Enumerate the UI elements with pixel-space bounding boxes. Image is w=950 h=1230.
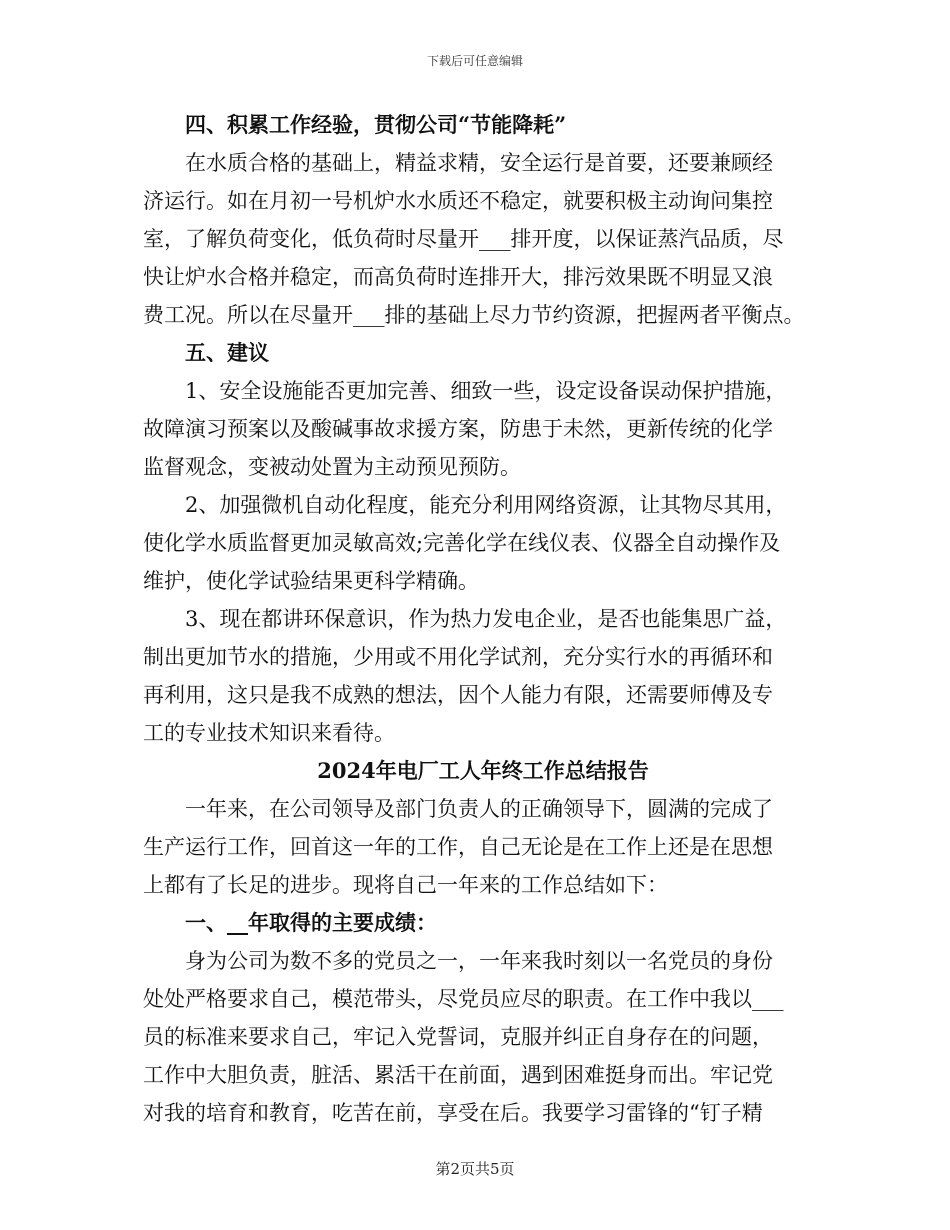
text-line: 1、安全设施能否更加完善、细致一些，设定设备误动保护措施，: [185, 379, 787, 403]
text-line: 制出更加节水的措施，少用或不用化学试剂，充分实行水的再循环和: [143, 645, 773, 669]
page-number: 第2页共5页: [435, 1160, 515, 1178]
suggestion-item-1: [143, 372, 823, 486]
text-line: 在水质合格的基础上，精益求精，安全运行是首要，还要兼顾经: [185, 151, 773, 175]
section-heading-5: 五、建议: [185, 340, 269, 365]
text-line: 维护，使化学试验结果更科学精确。: [143, 569, 479, 593]
text-line: 快让炉水合格并稳定，而高负荷时连排开大，排污效果既不明显又浪: [143, 265, 773, 289]
text-line: 2、加强微机自动化程度，能充分利用网络资源，让其物尽其用，: [185, 493, 787, 517]
header-note: 下载后可任意编辑: [426, 54, 523, 68]
text-line: 3、现在都讲环保意识，作为热力发电企业，是否也能集思广益，: [185, 607, 787, 631]
intro-paragraph: [143, 790, 823, 904]
paragraph: [143, 942, 823, 1132]
text-line: 一年来，在公司领导及部门负责人的正确领导下，圆满的完成了: [185, 797, 773, 821]
text-line: 监督观念，变被动处置为主动预见预防。: [143, 455, 521, 479]
text-line: 处处严格要求自己，模范带头，尽党员应尽的职责。在工作中我以___: [143, 987, 784, 1011]
text-line: 使化学水质监督更加灵敏高效;完善化学在线仪表、仪器全自动操作及: [143, 531, 781, 555]
section-heading-1: 一、__年取得的主要成绩：: [185, 910, 437, 935]
text-line: 室，了解负荷变化，低负荷时尽量开___排开度，以保证蒸汽品质，尽: [143, 227, 784, 251]
text-line: 再利用，这只是我不成熟的想法，因个人能力有限，还需要师傅及专: [143, 683, 773, 707]
text-line: 身为公司为数不多的党员之一，一年来我时刻以一名党员的身份: [185, 949, 773, 973]
text-line: 工作中大胆负责，脏活、累活干在前面，遇到困难挺身而出。牢记党: [143, 1063, 773, 1087]
document-body: [143, 106, 823, 1132]
paragraph: [143, 144, 823, 334]
text-line: 费工况。所以在尽量开___排的基础上尽力节约资源，把握两者平衡点。: [143, 303, 805, 327]
suggestion-item-2: [143, 486, 823, 600]
suggestion-item-3: [143, 600, 823, 752]
text-line: 生产运行工作，回首这一年的工作，自己无论是在工作上还是在思想: [143, 835, 773, 859]
text-line: 对我的培育和教育，吃苦在前，享受在后。我要学习雷锋的“钉子精: [143, 1101, 763, 1125]
document-title: 2024年电厂工人年终工作总结报告: [317, 758, 649, 783]
text-line: 工的专业技术知识来看待。: [143, 721, 395, 745]
section-heading-4: 四、积累工作经验，贯彻公司“节能降耗”: [185, 112, 567, 137]
text-line: 上都有了长足的进步。现将自己一年来的工作总结如下：: [143, 873, 668, 897]
text-line: 故障演习预案以及酸碱事故求援方案，防患于未然，更新传统的化学: [143, 417, 773, 441]
text-line: 济运行。如在月初一号机炉水水质还不稳定，就要积极主动询问集控: [143, 189, 773, 213]
text-line: 员的标准来要求自己，牢记入党誓词，克服并纠正自身存在的问题，: [143, 1025, 773, 1049]
